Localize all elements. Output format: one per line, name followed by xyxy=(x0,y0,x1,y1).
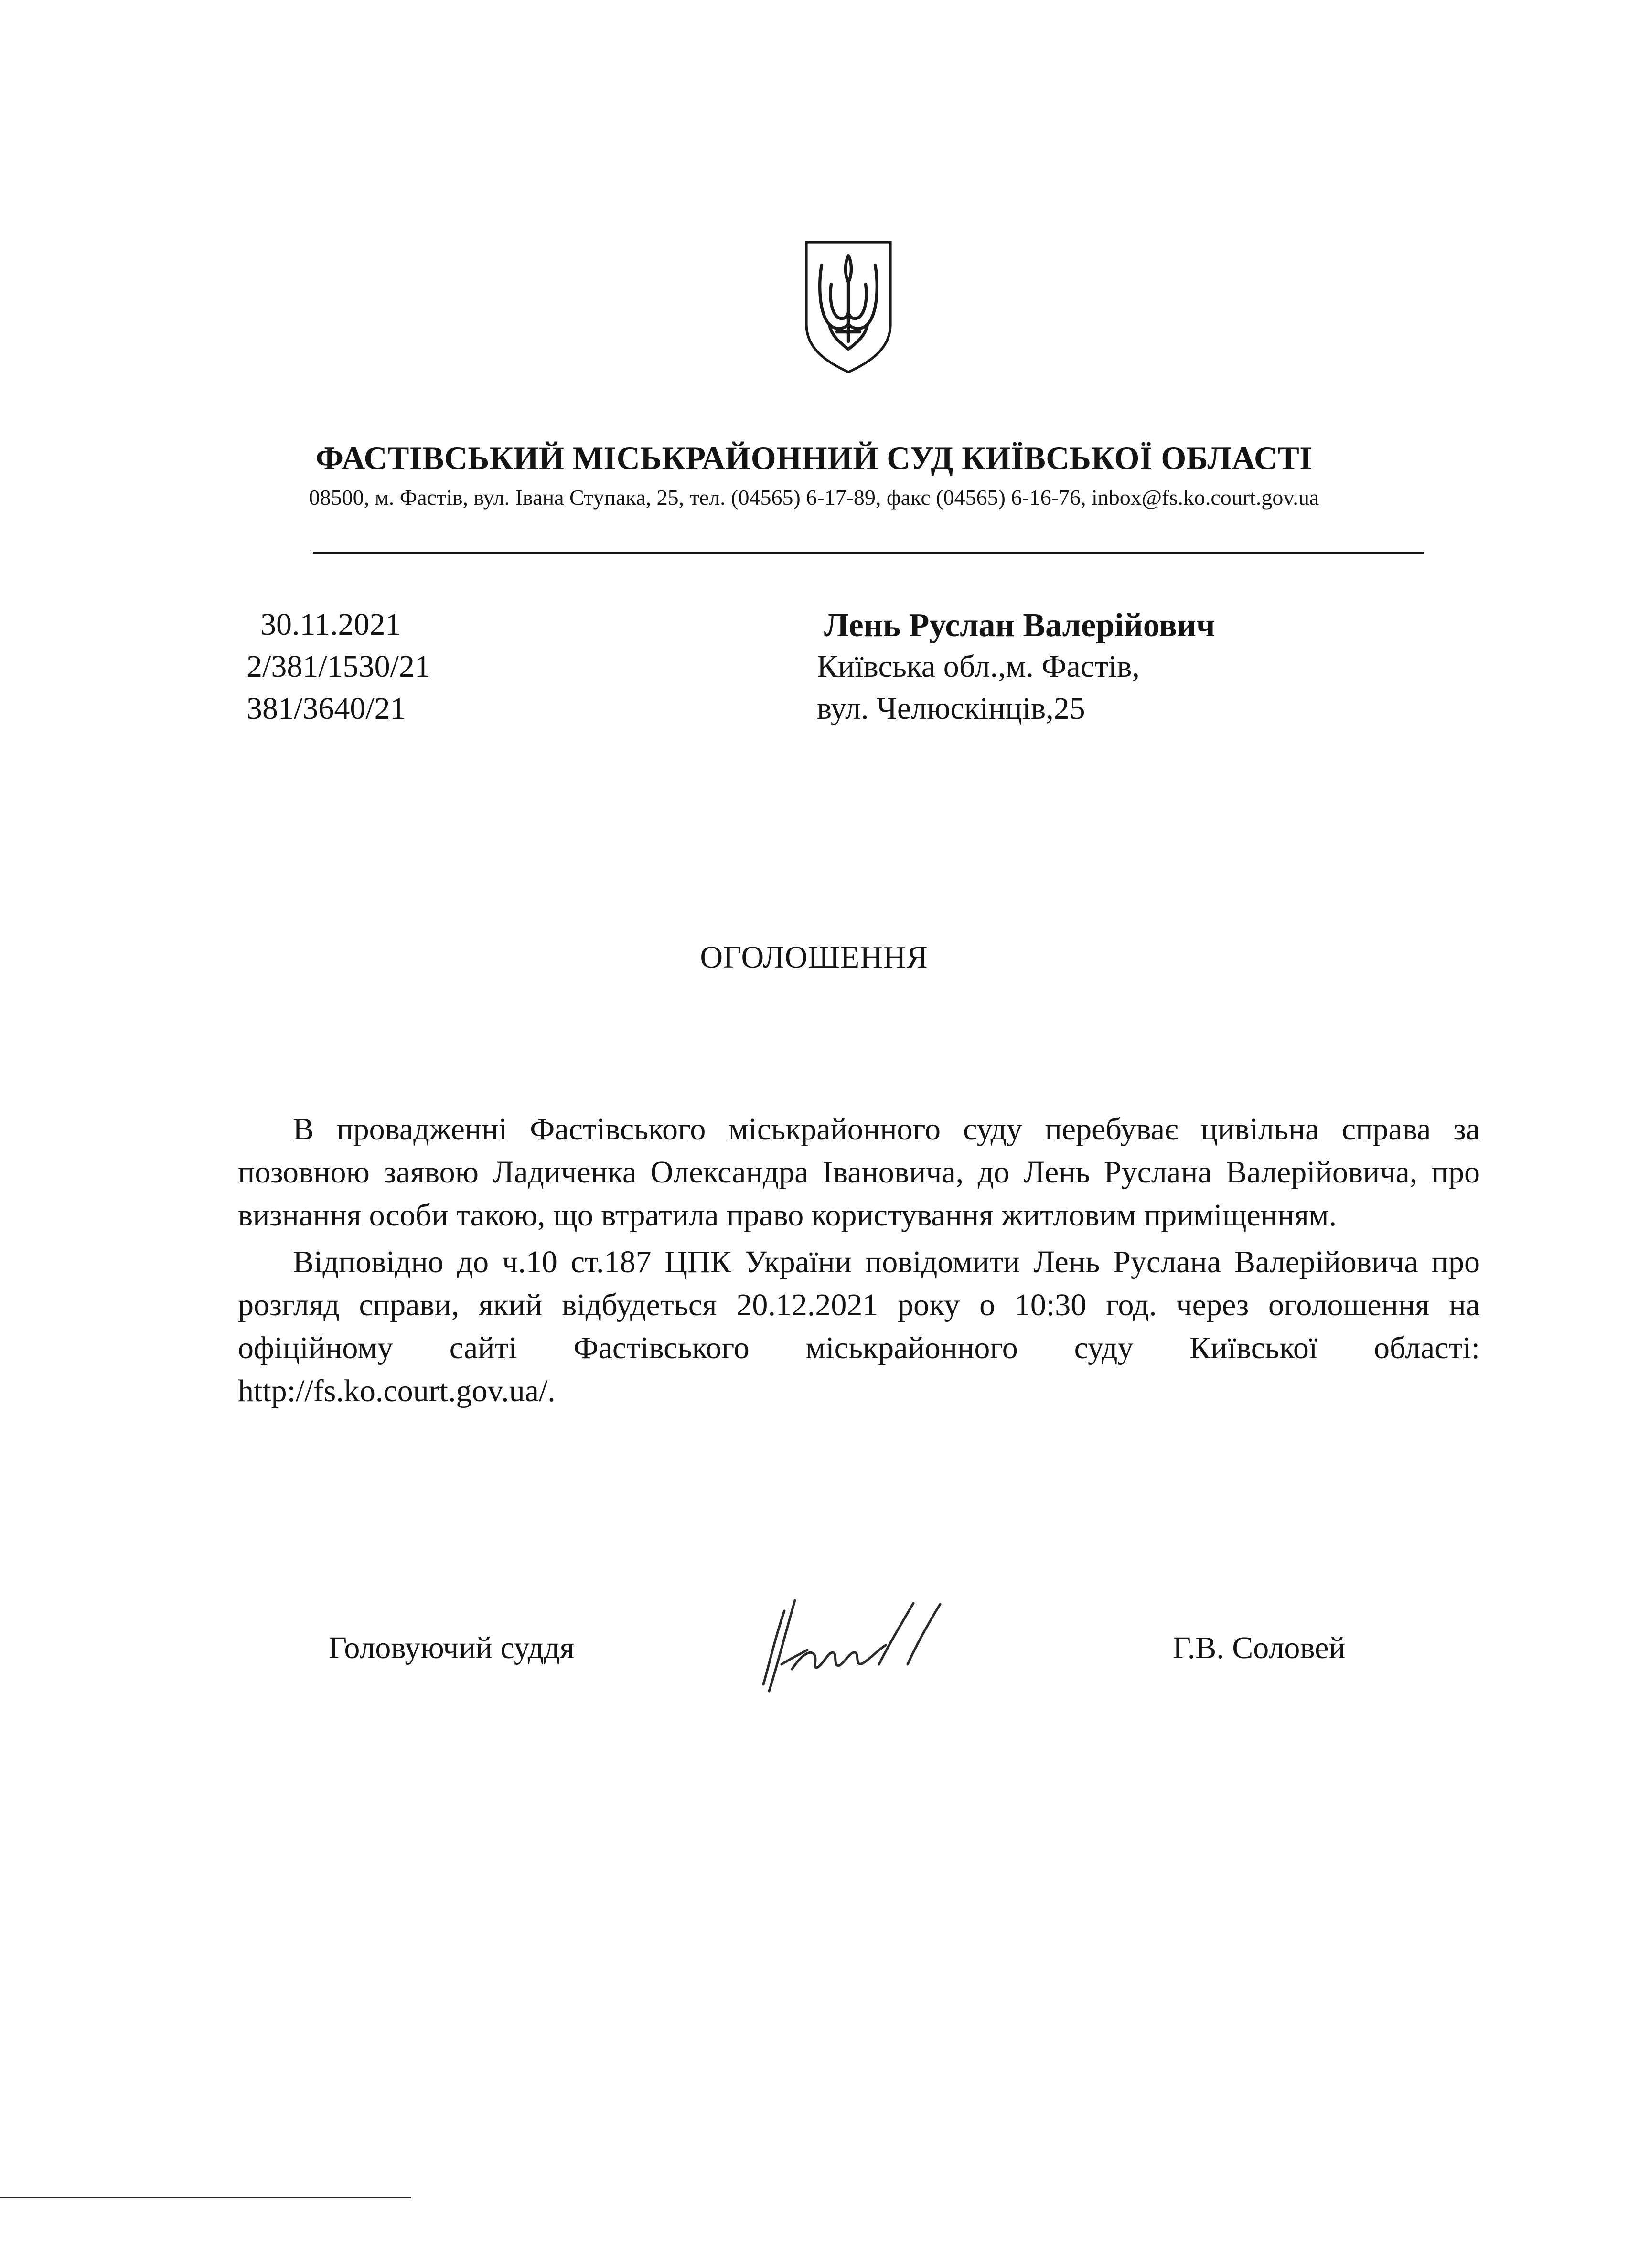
signer-role: Головуючий суддя xyxy=(329,1630,575,1665)
notice-paragraph-2: Відповідно до ч.10 ст.187 ЦПК України повідомити Лень Руслана Валерійовича про розгляд справи, який відбудеться 20.12.2021 року о 10:30 год. через оголошення на офіційному сайті Фастівського міськрайонного суду Київської області: http://fs.ko.court.gov.ua/. xyxy=(238,1245,1480,1408)
court-name: ФАСТІВСЬКИЙ МІСЬКРАЙОННИЙ СУД КИЇВСЬКОЇ ОБЛАСТІ xyxy=(315,440,1313,476)
signer-name: Г.В. Соловей xyxy=(1173,1630,1346,1665)
notice-paragraph-1: В провадженні Фастівського міськрайонного суду перебуває цивільна справа за позовною заявою Ладиченка Олександра Івановича, до Лень Руслана Валерійовича, про визнання особи такою, що втратила право користування житловим приміщенням. xyxy=(238,1112,1480,1233)
document-date: 30.11.2021 xyxy=(260,607,401,642)
addressee-address-line2: вул. Челюскінців,25 xyxy=(817,691,1085,726)
registration-number: 381/3640/21 xyxy=(246,691,406,726)
notice-title: ОГОЛОШЕННЯ xyxy=(700,940,928,975)
handwritten-signature-icon xyxy=(736,1574,965,1717)
notice-body xyxy=(238,1108,1480,1413)
court-contacts: 08500, м. Фастів, вул. Івана Ступака, 25, тел. (04565) 6-17-89, факс (04565) 6-16-76, inbox@fs.ko.court.gov.ua xyxy=(309,485,1319,510)
trident-emblem-icon xyxy=(801,236,896,375)
case-number: 2/381/1530/21 xyxy=(246,649,431,684)
addressee-address-line1: Київська обл.,м. Фастів, xyxy=(817,649,1140,684)
addressee-name: Лень Руслан Валерійович xyxy=(824,607,1215,644)
header-divider xyxy=(313,552,1424,554)
footer-line xyxy=(0,2197,411,2198)
